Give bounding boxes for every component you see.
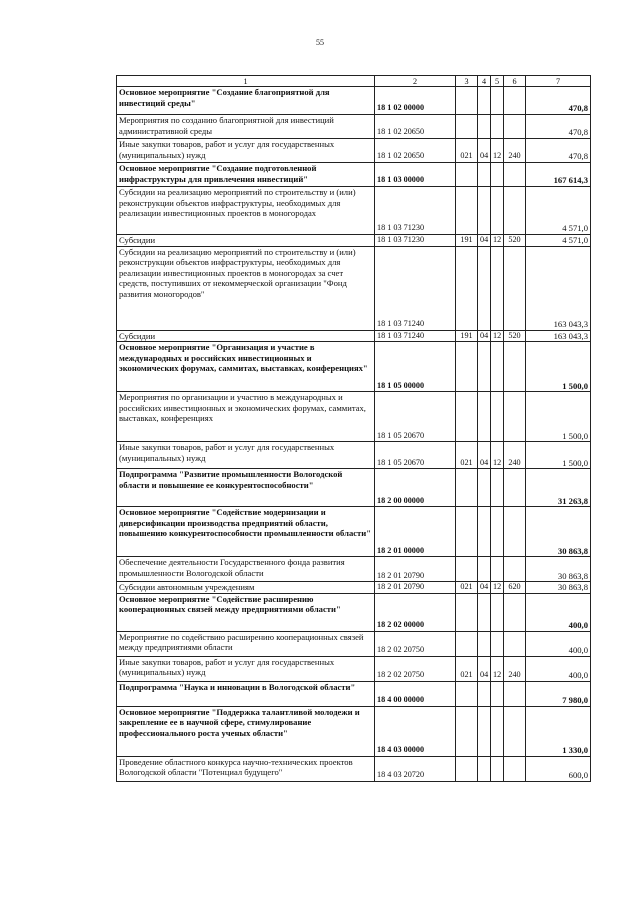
cell-section: 04 [478,235,491,247]
cell-section: 04 [478,139,491,163]
cell-section: 04 [478,442,491,469]
table-row [117,115,591,139]
cell-subsection [491,756,504,781]
cell-expense-type [504,163,526,187]
cell-name: Основное мероприятие "Содействие модернизации и диверсификации производства предприятий области, повышению конкурентоспособности промышленности области" [117,507,375,557]
cell-code: 18 1 05 20670 [375,392,456,442]
cell-section [478,593,491,631]
table-row [117,342,591,392]
cell-grbs: 191 [456,235,478,247]
table-row [117,139,591,163]
cell-sum: 470,8 [526,87,591,115]
cell-sum: 7 980,0 [526,681,591,706]
cell-sum: 400,0 [526,593,591,631]
header-cell-grbs: 3 [456,76,478,87]
header-cell-sum: 7 [526,76,591,87]
cell-section [478,187,491,235]
cell-code: 18 1 05 20670 [375,442,456,469]
cell-code: 18 1 03 71230 [375,235,456,247]
cell-code: 18 2 02 20750 [375,631,456,656]
cell-code: 18 2 02 20750 [375,656,456,681]
cell-sum: 400,0 [526,656,591,681]
table-row [117,235,591,247]
table-row [117,469,591,507]
cell-grbs [456,87,478,115]
cell-subsection [491,187,504,235]
table-row [117,330,591,342]
cell-grbs [456,706,478,756]
cell-sum: 470,8 [526,115,591,139]
cell-sum: 163 043,3 [526,246,591,330]
cell-expense-type [504,115,526,139]
cell-code: 18 1 05 00000 [375,342,456,392]
cell-section: 04 [478,656,491,681]
cell-grbs [456,163,478,187]
cell-subsection [491,469,504,507]
cell-name: Субсидии на реализацию мероприятий по строительству и (или) реконструкции объектов инфраструктуры, необходимых для реализации инвестиционных проектов в моногородах [117,187,375,235]
cell-subsection: 12 [491,582,504,594]
cell-name: Иные закупки товаров, работ и услуг для государственных (муниципальных) нужд [117,442,375,469]
cell-expense-type [504,469,526,507]
cell-grbs [456,392,478,442]
cell-code: 18 1 03 00000 [375,163,456,187]
cell-section [478,392,491,442]
cell-grbs: 021 [456,442,478,469]
cell-subsection: 12 [491,235,504,247]
cell-expense-type: 520 [504,235,526,247]
cell-name: Основное мероприятие "Поддержка талантливой молодежи и закрепление ее в научной сфере, стимулирование профессионального роста ученых области" [117,706,375,756]
table-row [117,756,591,781]
cell-expense-type [504,681,526,706]
cell-section [478,163,491,187]
cell-expense-type: 240 [504,442,526,469]
table-row [117,631,591,656]
page-number: 55 [316,38,324,47]
cell-grbs [456,342,478,392]
cell-subsection: 12 [491,442,504,469]
cell-grbs [456,631,478,656]
cell-subsection [491,631,504,656]
cell-sum: 4 571,0 [526,187,591,235]
cell-expense-type [504,756,526,781]
budget-table [116,75,591,782]
cell-section [478,87,491,115]
table-row [117,87,591,115]
cell-name: Субсидии [117,235,375,247]
cell-name: Мероприятие по содействию расширению кооперационных связей между предприятиями области [117,631,375,656]
cell-sum: 4 571,0 [526,235,591,247]
cell-expense-type [504,342,526,392]
cell-subsection [491,392,504,442]
cell-grbs [456,469,478,507]
cell-sum: 163 043,3 [526,330,591,342]
table-row [117,187,591,235]
cell-grbs [456,187,478,235]
table-row [117,593,591,631]
cell-code: 18 1 03 71230 [375,187,456,235]
cell-subsection [491,115,504,139]
cell-name: Подпрограмма "Наука и инновации в Вологодской области" [117,681,375,706]
cell-name: Подпрограмма "Развитие промышленности Вологодской области и повышение ее конкурентоспособности" [117,469,375,507]
cell-grbs [456,557,478,582]
cell-code: 18 1 02 20650 [375,115,456,139]
cell-expense-type [504,631,526,656]
cell-code: 18 1 02 20650 [375,139,456,163]
cell-grbs [456,756,478,781]
table-row [117,392,591,442]
cell-sum: 1 500,0 [526,442,591,469]
header-cell-subsection: 5 [491,76,504,87]
cell-expense-type [504,246,526,330]
cell-expense-type [504,187,526,235]
header-cell-name: 1 [117,76,375,87]
cell-name: Обеспечение деятельности Государственного фонда развития промышленности Вологодской области [117,557,375,582]
cell-sum: 400,0 [526,631,591,656]
cell-expense-type [504,706,526,756]
cell-code: 18 1 02 00000 [375,87,456,115]
cell-code: 18 2 01 20790 [375,557,456,582]
table-row [117,163,591,187]
cell-sum: 167 614,3 [526,163,591,187]
cell-expense-type [504,557,526,582]
cell-expense-type [504,392,526,442]
cell-grbs [456,246,478,330]
cell-name: Основное мероприятие "Создание благоприятной для инвестиций среды" [117,87,375,115]
cell-subsection [491,507,504,557]
cell-subsection [491,163,504,187]
cell-name: Иные закупки товаров, работ и услуг для государственных (муниципальных) нужд [117,139,375,163]
cell-grbs [456,593,478,631]
header-row [117,76,591,87]
cell-name: Основное мероприятие "Организация и участие в международных и российских инвестиционных и экономических форумах, саммитах, выставках, конференциях" [117,342,375,392]
cell-subsection [491,87,504,115]
cell-section [478,246,491,330]
cell-sum: 30 863,8 [526,582,591,594]
cell-section [478,557,491,582]
cell-name: Основное мероприятие "Содействие расширению кооперационных связей между предприятиями области" [117,593,375,631]
cell-sum: 30 863,8 [526,507,591,557]
cell-sum: 470,8 [526,139,591,163]
cell-section: 04 [478,582,491,594]
cell-subsection [491,681,504,706]
cell-subsection: 12 [491,330,504,342]
table-row [117,557,591,582]
table-row [117,656,591,681]
header-cell-section: 4 [478,76,491,87]
cell-subsection [491,557,504,582]
cell-section [478,115,491,139]
cell-section [478,681,491,706]
cell-grbs: 021 [456,582,478,594]
cell-code: 18 4 03 00000 [375,706,456,756]
cell-grbs: 191 [456,330,478,342]
cell-code: 18 2 00 00000 [375,469,456,507]
table-row [117,582,591,594]
cell-expense-type: 240 [504,656,526,681]
cell-code: 18 1 03 71240 [375,330,456,342]
cell-code: 18 4 03 20720 [375,756,456,781]
cell-name: Проведение областного конкурса научно-технических проектов Вологодской области "Потенциал будущего" [117,756,375,781]
cell-grbs: 021 [456,139,478,163]
cell-code: 18 4 00 00000 [375,681,456,706]
table-row [117,681,591,706]
cell-name: Субсидии автономным учреждениям [117,582,375,594]
cell-section [478,469,491,507]
table-row [117,507,591,557]
cell-expense-type: 620 [504,582,526,594]
cell-expense-type [504,593,526,631]
cell-sum: 1 330,0 [526,706,591,756]
table-row [117,706,591,756]
cell-sum: 30 863,8 [526,557,591,582]
cell-subsection [491,593,504,631]
cell-subsection: 12 [491,656,504,681]
table-row [117,246,591,330]
cell-section [478,507,491,557]
cell-expense-type: 520 [504,330,526,342]
cell-code: 18 2 01 20790 [375,582,456,594]
cell-subsection [491,706,504,756]
cell-name: Мероприятия по созданию благоприятной для инвестиций административной среды [117,115,375,139]
cell-section [478,631,491,656]
cell-section: 04 [478,330,491,342]
cell-subsection: 12 [491,139,504,163]
cell-grbs [456,681,478,706]
cell-name: Субсидии на реализацию мероприятий по строительству и (или) реконструкции объектов инфраструктуры, необходимых для реализации инвестиционных проектов в моногородах за счет средств, поступивших от некоммерческой организации "Фонд развития моногородов" [117,246,375,330]
cell-name: Мероприятия по организации и участию в международных и российских инвестиционных и экономических форумах, саммитах, выставках, конференциях [117,392,375,442]
header-cell-code: 2 [375,76,456,87]
cell-sum: 1 500,0 [526,392,591,442]
cell-expense-type [504,507,526,557]
table-row [117,442,591,469]
cell-grbs [456,507,478,557]
cell-code: 18 1 03 71240 [375,246,456,330]
cell-name: Субсидии [117,330,375,342]
cell-expense-type [504,87,526,115]
cell-sum: 31 263,8 [526,469,591,507]
cell-subsection [491,246,504,330]
cell-subsection [491,342,504,392]
cell-section [478,756,491,781]
cell-section [478,706,491,756]
cell-code: 18 2 01 00000 [375,507,456,557]
cell-name: Иные закупки товаров, работ и услуг для государственных (муниципальных) нужд [117,656,375,681]
cell-section [478,342,491,392]
cell-name: Основное мероприятие "Создание подготовленной инфраструктуры для привлечения инвестиций" [117,163,375,187]
cell-sum: 1 500,0 [526,342,591,392]
cell-grbs: 021 [456,656,478,681]
cell-expense-type: 240 [504,139,526,163]
table-body [117,87,591,782]
cell-sum: 600,0 [526,756,591,781]
header-cell-expense-type: 6 [504,76,526,87]
cell-grbs [456,115,478,139]
cell-code: 18 2 02 00000 [375,593,456,631]
